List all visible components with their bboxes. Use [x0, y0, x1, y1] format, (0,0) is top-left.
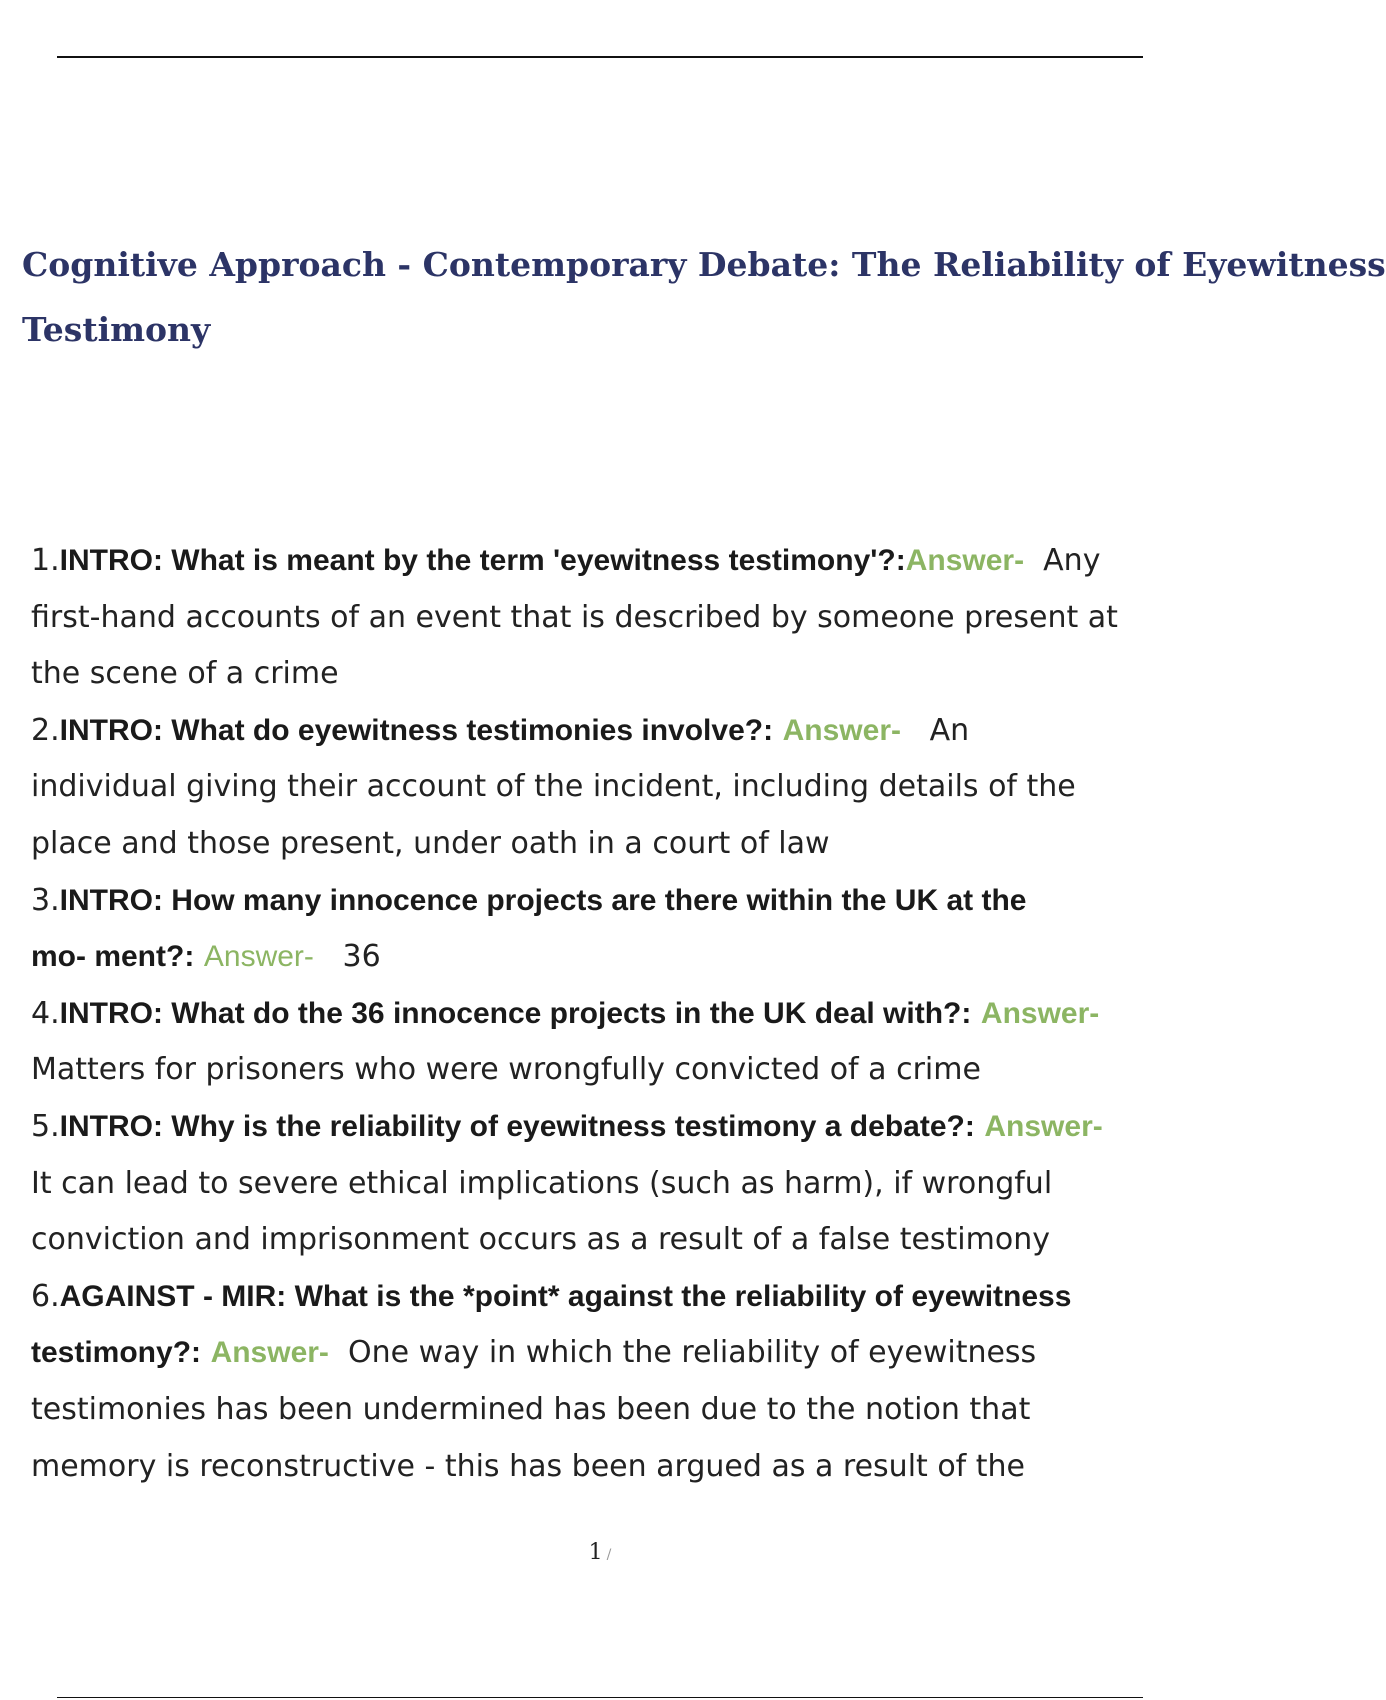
qa-item-5	[31, 1099, 1200, 1269]
question-text: INTRO: How many innocence projects are there within the UK at the	[59, 883, 1027, 917]
qa-item-6-line-2	[31, 1325, 1200, 1382]
item-number: 4.	[31, 995, 60, 1031]
qa-item-6	[31, 1269, 1200, 1495]
title-line-2: Testimony	[22, 310, 211, 349]
bottom-rule	[57, 1697, 1143, 1698]
answer-text: testimonies has been undermined has been due to the notion that	[31, 1391, 1031, 1427]
answer-text: An	[929, 712, 970, 748]
question-text: testimony?:	[31, 1336, 202, 1370]
page-number	[0, 1540, 1200, 1565]
item-number: 6.	[31, 1278, 60, 1314]
question-text: INTRO: What do the 36 innocence projects in the UK deal with?:	[59, 996, 972, 1030]
answer-text: One way in which the reliability of eyewitness	[348, 1335, 1037, 1371]
answer-text: the scene of a crime	[31, 656, 339, 692]
document-title	[22, 232, 1386, 362]
answer-text: memory is reconstructive - this has been argued as a result of the	[31, 1448, 1026, 1484]
page-number-value: 1	[588, 1540, 603, 1565]
answer-label: Answer-	[203, 940, 314, 974]
answer-text: Matters for prisoners who were wrongfully convicted of a crime	[31, 1052, 981, 1088]
question-text: INTRO: Why is the reliability of eyewitness testimony a debate?:	[59, 1109, 975, 1143]
answer-text: Any	[1043, 543, 1101, 578]
qa-item-4-line-1	[31, 986, 1200, 1043]
answer-text: 36	[342, 939, 381, 975]
title-line-1: Cognitive Approach - Contemporary Debate: The Reliability of Eyewitness	[22, 245, 1386, 284]
answer-label: Answer-	[984, 1109, 1103, 1143]
qa-item-2	[31, 703, 1200, 873]
qa-item-1	[31, 533, 1200, 703]
qa-item-2-line-1	[31, 703, 1200, 760]
item-number: 5.	[31, 1108, 60, 1144]
top-rule	[57, 56, 1143, 58]
page-number-separator: /	[606, 1547, 612, 1563]
question-text: INTRO: What do eyewitness testimonies involve?:	[59, 713, 774, 747]
answer-text: individual giving their account of the incident, including details of the	[31, 769, 1076, 805]
answer-text: conviction and imprisonment occurs as a result of a false testimony	[31, 1222, 1050, 1258]
answer-text: It can lead to severe ethical implications (such as harm), if wrongful	[31, 1165, 1053, 1201]
qa-item-1-line-1	[31, 533, 1200, 590]
item-number: 3.	[31, 882, 60, 918]
qa-item-4	[31, 986, 1200, 1099]
answer-label: Answer-	[905, 544, 1025, 577]
question-text: AGAINST - MIR: What is the *point* against the reliability of eyewitness	[59, 1279, 1072, 1313]
item-number: 1.	[31, 543, 60, 578]
qa-list	[31, 533, 1200, 1495]
question-text: mo- ment?:	[31, 940, 195, 974]
answer-text: place and those present, under oath in a court of law	[31, 825, 830, 861]
qa-item-3-line-2	[31, 929, 1200, 986]
answer-label: Answer-	[980, 996, 1100, 1030]
item-number: 2.	[31, 712, 60, 748]
answer-label: Answer-	[782, 713, 901, 747]
qa-item-3	[31, 873, 1200, 986]
answer-label: Answer-	[210, 1336, 329, 1370]
question-text: INTRO: What is meant by the term 'eyewitness testimony'?:	[59, 544, 906, 577]
answer-text: first-hand accounts of an event that is described by someone present at	[31, 599, 1118, 635]
qa-item-6-line-1	[31, 1269, 1200, 1326]
qa-item-5-line-1	[31, 1099, 1200, 1156]
qa-item-3-line-1	[31, 873, 1200, 930]
